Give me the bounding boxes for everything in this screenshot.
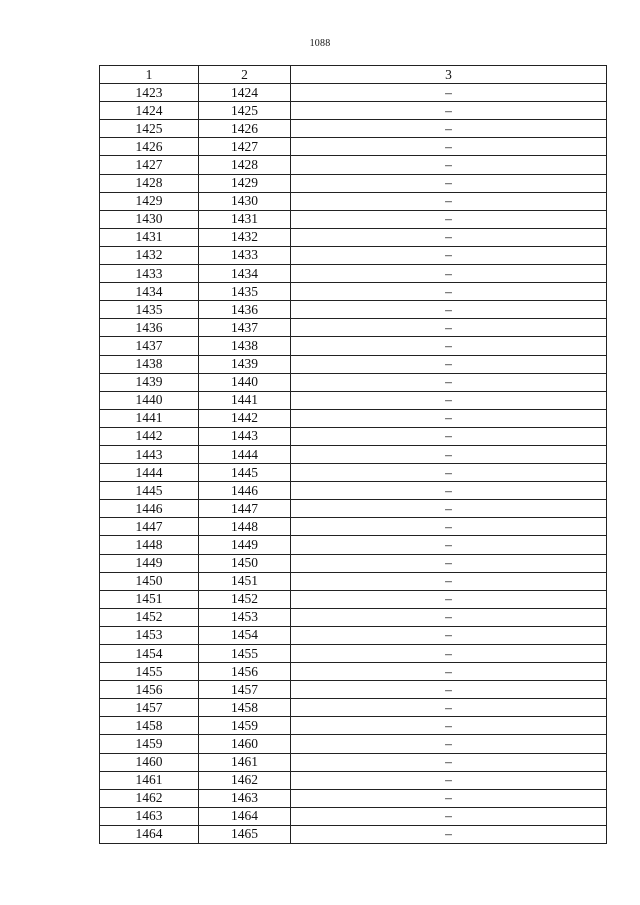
table-cell-col-1: 1424 xyxy=(100,102,199,120)
table-row xyxy=(100,554,607,572)
table-cell-col-2: 1452 xyxy=(199,590,291,608)
table-row xyxy=(100,735,607,753)
table-row xyxy=(100,120,607,138)
table-cell-col-2: 1456 xyxy=(199,663,291,681)
table-cell-col-3: – xyxy=(291,482,607,500)
table-row xyxy=(100,753,607,771)
table-cell-col-2: 1443 xyxy=(199,427,291,445)
table-cell-col-3: – xyxy=(291,301,607,319)
table-cell-col-1: 1453 xyxy=(100,626,199,644)
table-cell-col-3: – xyxy=(291,663,607,681)
table-cell-col-1: 1433 xyxy=(100,265,199,283)
table-cell-col-1: 1444 xyxy=(100,464,199,482)
table-cell-col-1: 1429 xyxy=(100,192,199,210)
table-row xyxy=(100,337,607,355)
table-cell-col-2: 1450 xyxy=(199,554,291,572)
table-row xyxy=(100,84,607,102)
table-cell-col-1: 1451 xyxy=(100,590,199,608)
table-cell-col-3: – xyxy=(291,518,607,536)
table-cell-col-2: 1451 xyxy=(199,572,291,590)
table-cell-col-3: – xyxy=(291,84,607,102)
table-cell-col-3: – xyxy=(291,500,607,518)
table-cell-col-3: – xyxy=(291,373,607,391)
table-row xyxy=(100,807,607,825)
table-cell-col-1: 1449 xyxy=(100,554,199,572)
table-cell-col-2: 1440 xyxy=(199,373,291,391)
table-cell-col-2: 1454 xyxy=(199,626,291,644)
table-cell-col-3: – xyxy=(291,572,607,590)
table-row xyxy=(100,355,607,373)
table-cell-col-2: 1459 xyxy=(199,717,291,735)
table-cell-col-1: 1458 xyxy=(100,717,199,735)
table-row xyxy=(100,427,607,445)
table-cell-col-3: – xyxy=(291,735,607,753)
table-row xyxy=(100,482,607,500)
table-cell-col-2: 1427 xyxy=(199,138,291,156)
table-cell-col-1: 1434 xyxy=(100,283,199,301)
table-cell-col-3: – xyxy=(291,192,607,210)
table-row xyxy=(100,645,607,663)
table-cell-col-3: – xyxy=(291,228,607,246)
table-cell-col-1: 1426 xyxy=(100,138,199,156)
table-cell-col-2: 1447 xyxy=(199,500,291,518)
table-cell-col-1: 1423 xyxy=(100,84,199,102)
table-body xyxy=(100,84,607,844)
table-cell-col-3: – xyxy=(291,427,607,445)
table-cell-col-1: 1432 xyxy=(100,246,199,264)
table-cell-col-2: 1426 xyxy=(199,120,291,138)
table-cell-col-1: 1456 xyxy=(100,681,199,699)
table-row xyxy=(100,681,607,699)
table-cell-col-3: – xyxy=(291,283,607,301)
table-row xyxy=(100,174,607,192)
table-cell-col-2: 1441 xyxy=(199,391,291,409)
table-row xyxy=(100,825,607,843)
table-cell-col-2: 1425 xyxy=(199,102,291,120)
table-cell-col-1: 1435 xyxy=(100,301,199,319)
table-row xyxy=(100,626,607,644)
column-header-3: 3 xyxy=(291,66,607,84)
table-cell-col-2: 1457 xyxy=(199,681,291,699)
table-row xyxy=(100,210,607,228)
data-table xyxy=(99,65,607,844)
table-cell-col-3: – xyxy=(291,337,607,355)
table-cell-col-3: – xyxy=(291,246,607,264)
table-row xyxy=(100,319,607,337)
table-cell-col-1: 1464 xyxy=(100,825,199,843)
table-row xyxy=(100,717,607,735)
table-cell-col-1: 1448 xyxy=(100,536,199,554)
table-cell-col-1: 1443 xyxy=(100,445,199,463)
table-cell-col-1: 1431 xyxy=(100,228,199,246)
table-cell-col-3: – xyxy=(291,717,607,735)
table-cell-col-1: 1427 xyxy=(100,156,199,174)
table-cell-col-2: 1435 xyxy=(199,283,291,301)
table-row xyxy=(100,409,607,427)
table-row xyxy=(100,192,607,210)
table-row xyxy=(100,663,607,681)
table-cell-col-2: 1429 xyxy=(199,174,291,192)
table-cell-col-3: – xyxy=(291,554,607,572)
table-row xyxy=(100,608,607,626)
table-row xyxy=(100,228,607,246)
table-cell-col-2: 1436 xyxy=(199,301,291,319)
table-cell-col-2: 1458 xyxy=(199,699,291,717)
table-cell-col-3: – xyxy=(291,391,607,409)
table-row xyxy=(100,265,607,283)
table-cell-col-2: 1430 xyxy=(199,192,291,210)
table-cell-col-2: 1461 xyxy=(199,753,291,771)
table-row xyxy=(100,156,607,174)
table-cell-col-1: 1457 xyxy=(100,699,199,717)
table-cell-col-3: – xyxy=(291,319,607,337)
table-cell-col-2: 1433 xyxy=(199,246,291,264)
table-cell-col-3: – xyxy=(291,807,607,825)
table-cell-col-2: 1453 xyxy=(199,608,291,626)
table-row xyxy=(100,373,607,391)
table-row xyxy=(100,536,607,554)
table-row xyxy=(100,391,607,409)
table-cell-col-1: 1425 xyxy=(100,120,199,138)
table-cell-col-2: 1446 xyxy=(199,482,291,500)
table-cell-col-1: 1437 xyxy=(100,337,199,355)
column-header-2: 2 xyxy=(199,66,291,84)
table-row xyxy=(100,572,607,590)
table-row xyxy=(100,301,607,319)
table-row xyxy=(100,699,607,717)
table-cell-col-2: 1445 xyxy=(199,464,291,482)
table-cell-col-2: 1449 xyxy=(199,536,291,554)
table-cell-col-1: 1460 xyxy=(100,753,199,771)
table-row xyxy=(100,445,607,463)
table-cell-col-3: – xyxy=(291,789,607,807)
table-cell-col-2: 1424 xyxy=(199,84,291,102)
table-cell-col-2: 1463 xyxy=(199,789,291,807)
table-cell-col-3: – xyxy=(291,210,607,228)
table-row xyxy=(100,246,607,264)
table-cell-col-2: 1434 xyxy=(199,265,291,283)
table-cell-col-3: – xyxy=(291,825,607,843)
table-cell-col-2: 1464 xyxy=(199,807,291,825)
table-cell-col-1: 1440 xyxy=(100,391,199,409)
page-number: 1088 xyxy=(309,38,331,49)
table-cell-col-1: 1438 xyxy=(100,355,199,373)
table-cell-col-2: 1448 xyxy=(199,518,291,536)
table-cell-col-3: – xyxy=(291,699,607,717)
table-cell-col-3: – xyxy=(291,771,607,789)
table-cell-col-2: 1465 xyxy=(199,825,291,843)
table-cell-col-3: – xyxy=(291,138,607,156)
table-cell-col-3: – xyxy=(291,174,607,192)
table-cell-col-3: – xyxy=(291,681,607,699)
table-row xyxy=(100,500,607,518)
table-row xyxy=(100,789,607,807)
table-cell-col-1: 1459 xyxy=(100,735,199,753)
table-cell-col-3: – xyxy=(291,120,607,138)
table-cell-col-3: – xyxy=(291,265,607,283)
table-cell-col-1: 1428 xyxy=(100,174,199,192)
table-row xyxy=(100,464,607,482)
table-row xyxy=(100,138,607,156)
table-cell-col-2: 1462 xyxy=(199,771,291,789)
table-row xyxy=(100,283,607,301)
table-cell-col-1: 1463 xyxy=(100,807,199,825)
table-cell-col-3: – xyxy=(291,445,607,463)
table-cell-col-1: 1455 xyxy=(100,663,199,681)
column-header-1: 1 xyxy=(100,66,199,84)
table-cell-col-1: 1441 xyxy=(100,409,199,427)
table-cell-col-3: – xyxy=(291,590,607,608)
table-cell-col-2: 1442 xyxy=(199,409,291,427)
table-header-row xyxy=(100,66,607,84)
table-row xyxy=(100,518,607,536)
table-cell-col-3: – xyxy=(291,156,607,174)
table-cell-col-1: 1446 xyxy=(100,500,199,518)
table-cell-col-1: 1442 xyxy=(100,427,199,445)
table-cell-col-2: 1437 xyxy=(199,319,291,337)
table-cell-col-2: 1455 xyxy=(199,645,291,663)
table-cell-col-3: – xyxy=(291,464,607,482)
table-cell-col-1: 1454 xyxy=(100,645,199,663)
table-cell-col-3: – xyxy=(291,536,607,554)
table-cell-col-2: 1431 xyxy=(199,210,291,228)
table-cell-col-2: 1439 xyxy=(199,355,291,373)
table-cell-col-2: 1428 xyxy=(199,156,291,174)
table-cell-col-1: 1430 xyxy=(100,210,199,228)
table-cell-col-3: – xyxy=(291,102,607,120)
table-cell-col-3: – xyxy=(291,409,607,427)
table-cell-col-2: 1438 xyxy=(199,337,291,355)
table-row xyxy=(100,102,607,120)
table-cell-col-1: 1447 xyxy=(100,518,199,536)
table-cell-col-3: – xyxy=(291,608,607,626)
table-cell-col-1: 1436 xyxy=(100,319,199,337)
table-cell-col-1: 1461 xyxy=(100,771,199,789)
table-cell-col-1: 1439 xyxy=(100,373,199,391)
table-cell-col-1: 1452 xyxy=(100,608,199,626)
table-cell-col-3: – xyxy=(291,753,607,771)
table-cell-col-1: 1450 xyxy=(100,572,199,590)
table-row xyxy=(100,771,607,789)
table-cell-col-2: 1432 xyxy=(199,228,291,246)
table-cell-col-2: 1460 xyxy=(199,735,291,753)
table-cell-col-3: – xyxy=(291,626,607,644)
table-cell-col-3: – xyxy=(291,645,607,663)
table-cell-col-2: 1444 xyxy=(199,445,291,463)
table-row xyxy=(100,590,607,608)
table-cell-col-1: 1462 xyxy=(100,789,199,807)
table-cell-col-1: 1445 xyxy=(100,482,199,500)
table-cell-col-3: – xyxy=(291,355,607,373)
